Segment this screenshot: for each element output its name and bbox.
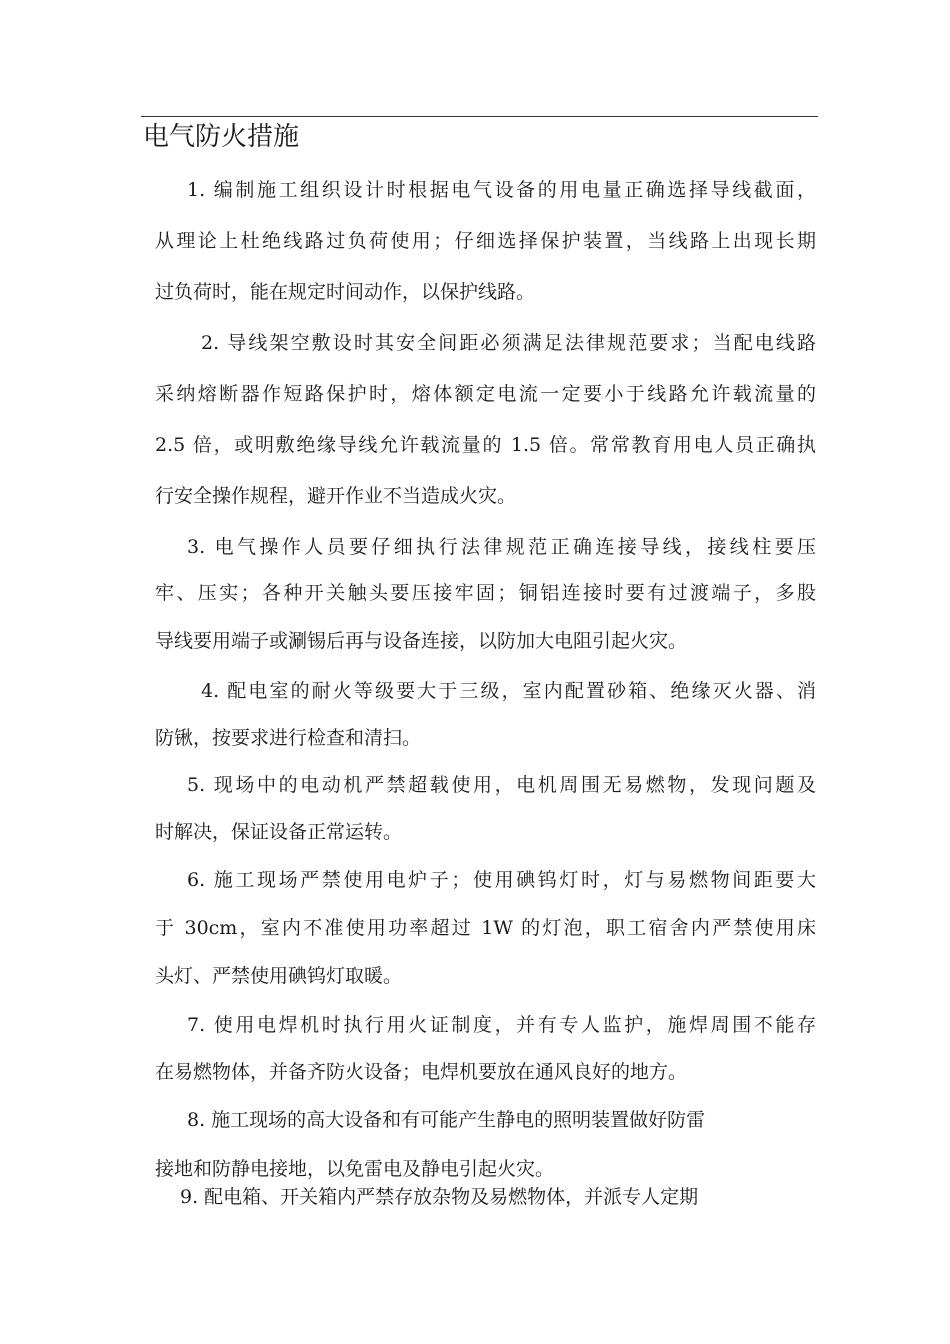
text-line: 2. 导线架空敷设时其安全间距必须满足法律规范要求；当配电线路 [201, 332, 816, 354]
header-rule [141, 116, 818, 117]
text-line: 采纳熔断器作短路保护时，熔体额定电流一定要小于线路允许载流量的 [155, 383, 816, 405]
text-line: 于 30cm，室内不准使用功率超过 1W 的灯泡，职工宿舍内严禁使用床 [155, 917, 816, 939]
text-line: 9. 配电箱、开关箱内严禁存放杂物及易燃物体，并派专人定期 [180, 1186, 699, 1208]
page-title: 电气防火措施 [143, 122, 300, 152]
text-line: 3. 电气操作人员要仔细执行法律规范正确连接导线，接线柱要压 [187, 536, 816, 558]
text-line: 4. 配电室的耐火等级要大于三级，室内配置砂箱、绝缘灭火器、消 [201, 680, 816, 702]
text-line: 8. 施工现场的高大设备和有可能产生静电的照明装置做好防雷 [187, 1109, 706, 1131]
text-line: 接地和防静电接地，以免雷电及静电引起火灾。 [155, 1158, 555, 1180]
text-line: 2.5 倍，或明敷绝缘导线允许载流量的 1.5 倍。常常教育用电人员正确执 [155, 434, 816, 456]
text-line: 头灯、严禁使用碘钨灯取暖。 [155, 965, 403, 987]
text-line: 1. 编制施工组织设计时根据电气设备的用电量正确选择导线截面， [187, 179, 816, 201]
text-line: 防锹，按要求进行检查和清扫。 [155, 727, 422, 749]
text-line: 从理论上杜绝线路过负荷使用；仔细选择保护装置，当线路上出现长期 [155, 230, 816, 252]
text-line: 在易燃物体，并备齐防火设备；电焊机要放在通风良好的地方。 [155, 1061, 688, 1083]
text-line: 过负荷时，能在规定时间动作，以保护线路。 [155, 281, 536, 303]
text-line: 5. 现场中的电动机严禁超载使用，电机周围无易燃物，发现问题及 [187, 774, 816, 796]
text-line: 导线要用端子或涮锡后再与设备连接，以防加大电阻引起火灾。 [155, 630, 688, 652]
text-line: 时解决，保证设备正常运转。 [155, 821, 403, 843]
text-line: 牢、压实；各种开关触头要压接牢固；铜铝连接时要有过渡端子，多股 [155, 582, 816, 604]
text-line: 行安全操作规程，避开作业不当造成火灾。 [155, 485, 517, 507]
text-line: 6. 施工现场严禁使用电炉子；使用碘钨灯时，灯与易燃物间距要大 [187, 869, 816, 891]
text-line: 7. 使用电焊机时执行用火证制度，并有专人监护，施焊周围不能存 [187, 1014, 816, 1036]
